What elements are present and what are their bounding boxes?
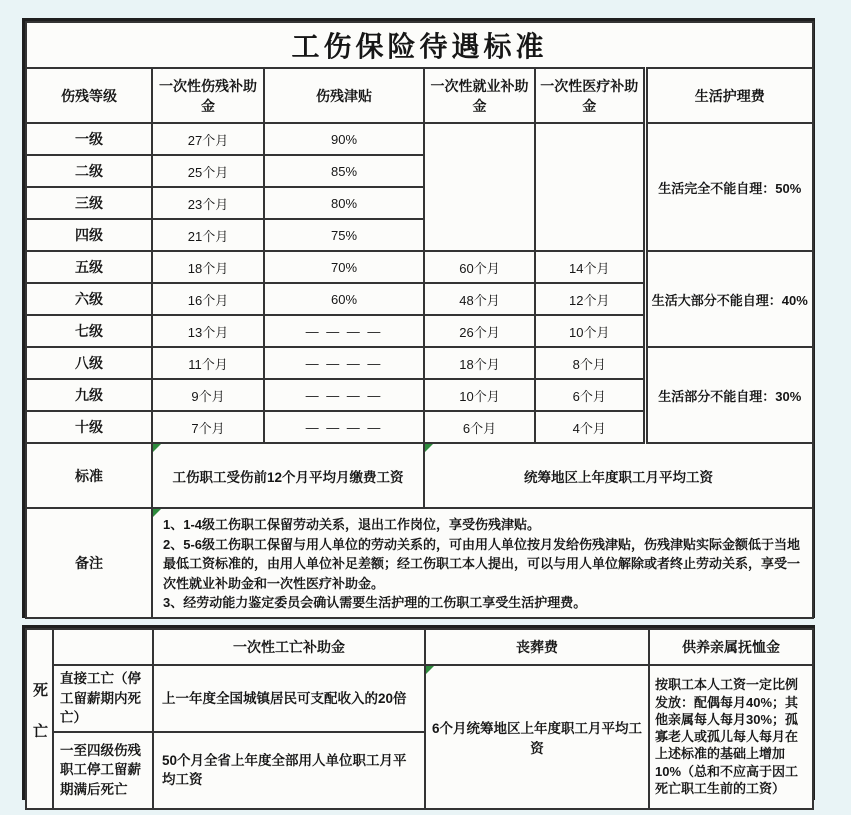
table-row xyxy=(26,123,813,155)
header-death-grant: 一次性工亡补助金 xyxy=(153,629,425,665)
grade-cell: 二级 xyxy=(26,155,152,187)
remark-line-2: 2、5-6级工伤职工保留与用人单位的劳动关系的，可由用人单位按月发给伤残津贴，伤残津贴实际金额低于当地最低工资标准的，由用人单位补足差额；经工伤职工本人提出，可以与用人单位解除或者终止劳动关系，享受一次性就业补助金和一次性医疗补助金。 xyxy=(163,536,801,591)
header-injury-subsidy: 一次性伤残补助金 xyxy=(152,68,264,123)
disability-allowance-cell: 85% xyxy=(264,155,424,187)
grade-cell: 八级 xyxy=(26,347,152,379)
injury-subsidy-cell: 16个月 xyxy=(152,283,264,315)
medical-subsidy-empty-cell xyxy=(535,123,645,251)
injury-subsidy-cell: 25个月 xyxy=(152,155,264,187)
disability-allowance-cell: 75% xyxy=(264,219,424,251)
medical-subsidy-cell: 6个月 xyxy=(535,379,645,411)
grade-cell: 一级 xyxy=(26,123,152,155)
header-dependent-pension: 供养亲属抚恤金 xyxy=(649,629,813,665)
medical-subsidy-cell: 4个月 xyxy=(535,411,645,443)
death-category-cell: 直接工亡（停工留薪期内死亡） xyxy=(53,665,153,732)
death-category-header-empty xyxy=(53,629,153,665)
header-care-fee: 生活护理费 xyxy=(645,68,813,123)
table-title: 工伤保险待遇标准 xyxy=(26,22,813,68)
medical-subsidy-cell: 12个月 xyxy=(535,283,645,315)
injury-benefits-grid xyxy=(25,21,814,619)
standard-label: 标准 xyxy=(26,443,152,508)
remark-content xyxy=(152,508,813,618)
disability-allowance-cell: — — — — xyxy=(264,411,424,443)
care-fee-level-2-cell: 生活大部分不能自理：40% xyxy=(645,251,813,347)
grade-cell: 九级 xyxy=(26,379,152,411)
injury-subsidy-cell: 13个月 xyxy=(152,315,264,347)
funeral-fee-cell: 6个月统筹地区上年度职工月平均工资 xyxy=(425,665,649,809)
employment-subsidy-cell: 6个月 xyxy=(424,411,535,443)
injury-subsidy-cell: 7个月 xyxy=(152,411,264,443)
employment-subsidy-cell: 48个月 xyxy=(424,283,535,315)
header-grade: 伤残等级 xyxy=(26,68,152,123)
care-fee-level-1-cell: 生活完全不能自理：50% xyxy=(645,123,813,251)
death-grant-cell: 上一年度全国城镇居民可支配收入的20倍 xyxy=(153,665,425,732)
remark-line-3: 3、经劳动能力鉴定委员会确认需要生活护理的工伤职工享受生活护理费。 xyxy=(163,595,587,610)
injury-subsidy-cell: 18个月 xyxy=(152,251,264,283)
injury-subsidy-cell: 23个月 xyxy=(152,187,264,219)
disability-allowance-cell: 90% xyxy=(264,123,424,155)
death-benefits-table xyxy=(22,625,815,800)
remark-label: 备注 xyxy=(26,508,152,618)
disability-allowance-cell: — — — — xyxy=(264,379,424,411)
header-funeral-fee: 丧葬费 xyxy=(425,629,649,665)
employment-subsidy-empty-cell xyxy=(424,123,535,251)
employment-subsidy-cell: 18个月 xyxy=(424,347,535,379)
death-header-row xyxy=(26,629,813,665)
table-row xyxy=(26,665,813,732)
death-category-cell: 一至四级伤残职工停工留薪期满后死亡 xyxy=(53,732,153,809)
disability-allowance-cell: — — — — xyxy=(264,347,424,379)
medical-subsidy-cell: 10个月 xyxy=(535,315,645,347)
employment-subsidy-cell: 10个月 xyxy=(424,379,535,411)
injury-subsidy-cell: 27个月 xyxy=(152,123,264,155)
standard-row xyxy=(26,443,813,508)
medical-subsidy-cell: 14个月 xyxy=(535,251,645,283)
table-row xyxy=(26,347,813,379)
remark-row xyxy=(26,508,813,618)
header-medical-subsidy: 一次性医疗补助金 xyxy=(535,68,645,123)
remark-line-1: 1、1-4级工伤职工保留劳动关系，退出工作岗位，享受伤残津贴。 xyxy=(163,517,541,532)
grade-cell: 五级 xyxy=(26,251,152,283)
disability-allowance-cell: 60% xyxy=(264,283,424,315)
table-row xyxy=(26,251,813,283)
grade-cell: 七级 xyxy=(26,315,152,347)
standard-wage-base-left: 工伤职工受伤前12个月平均月缴费工资 xyxy=(152,443,424,508)
employment-subsidy-cell: 26个月 xyxy=(424,315,535,347)
grade-cell: 六级 xyxy=(26,283,152,315)
disability-allowance-cell: 80% xyxy=(264,187,424,219)
header-employment-subsidy: 一次性就业补助金 xyxy=(424,68,535,123)
standard-wage-base-right: 统筹地区上年度职工月平均工资 xyxy=(424,443,813,508)
header-disability-allowance: 伤残津贴 xyxy=(264,68,424,123)
dependent-pension-cell: 按职工本人工资一定比例发放：配偶每月40%；其他亲属每人每月30%；孤寡老人或孤儿每人每月在上述标准的基础上增加10%（总和不应高于因工死亡职工生前的工资） xyxy=(649,665,813,809)
death-benefits-grid xyxy=(25,628,814,810)
medical-subsidy-cell: 8个月 xyxy=(535,347,645,379)
grade-cell: 四级 xyxy=(26,219,152,251)
death-grant-cell: 50个月全省上年度全部用人单位职工月平均工资 xyxy=(153,732,425,809)
injury-benefits-table xyxy=(22,18,815,618)
grade-cell: 十级 xyxy=(26,411,152,443)
employment-subsidy-cell: 60个月 xyxy=(424,251,535,283)
death-side-label: 死亡 xyxy=(26,629,53,809)
injury-subsidy-cell: 11个月 xyxy=(152,347,264,379)
injury-subsidy-cell: 9个月 xyxy=(152,379,264,411)
grade-cell: 三级 xyxy=(26,187,152,219)
care-fee-level-3-cell: 生活部分不能自理：30% xyxy=(645,347,813,443)
disability-allowance-cell: 70% xyxy=(264,251,424,283)
injury-subsidy-cell: 21个月 xyxy=(152,219,264,251)
disability-allowance-cell: — — — — xyxy=(264,315,424,347)
